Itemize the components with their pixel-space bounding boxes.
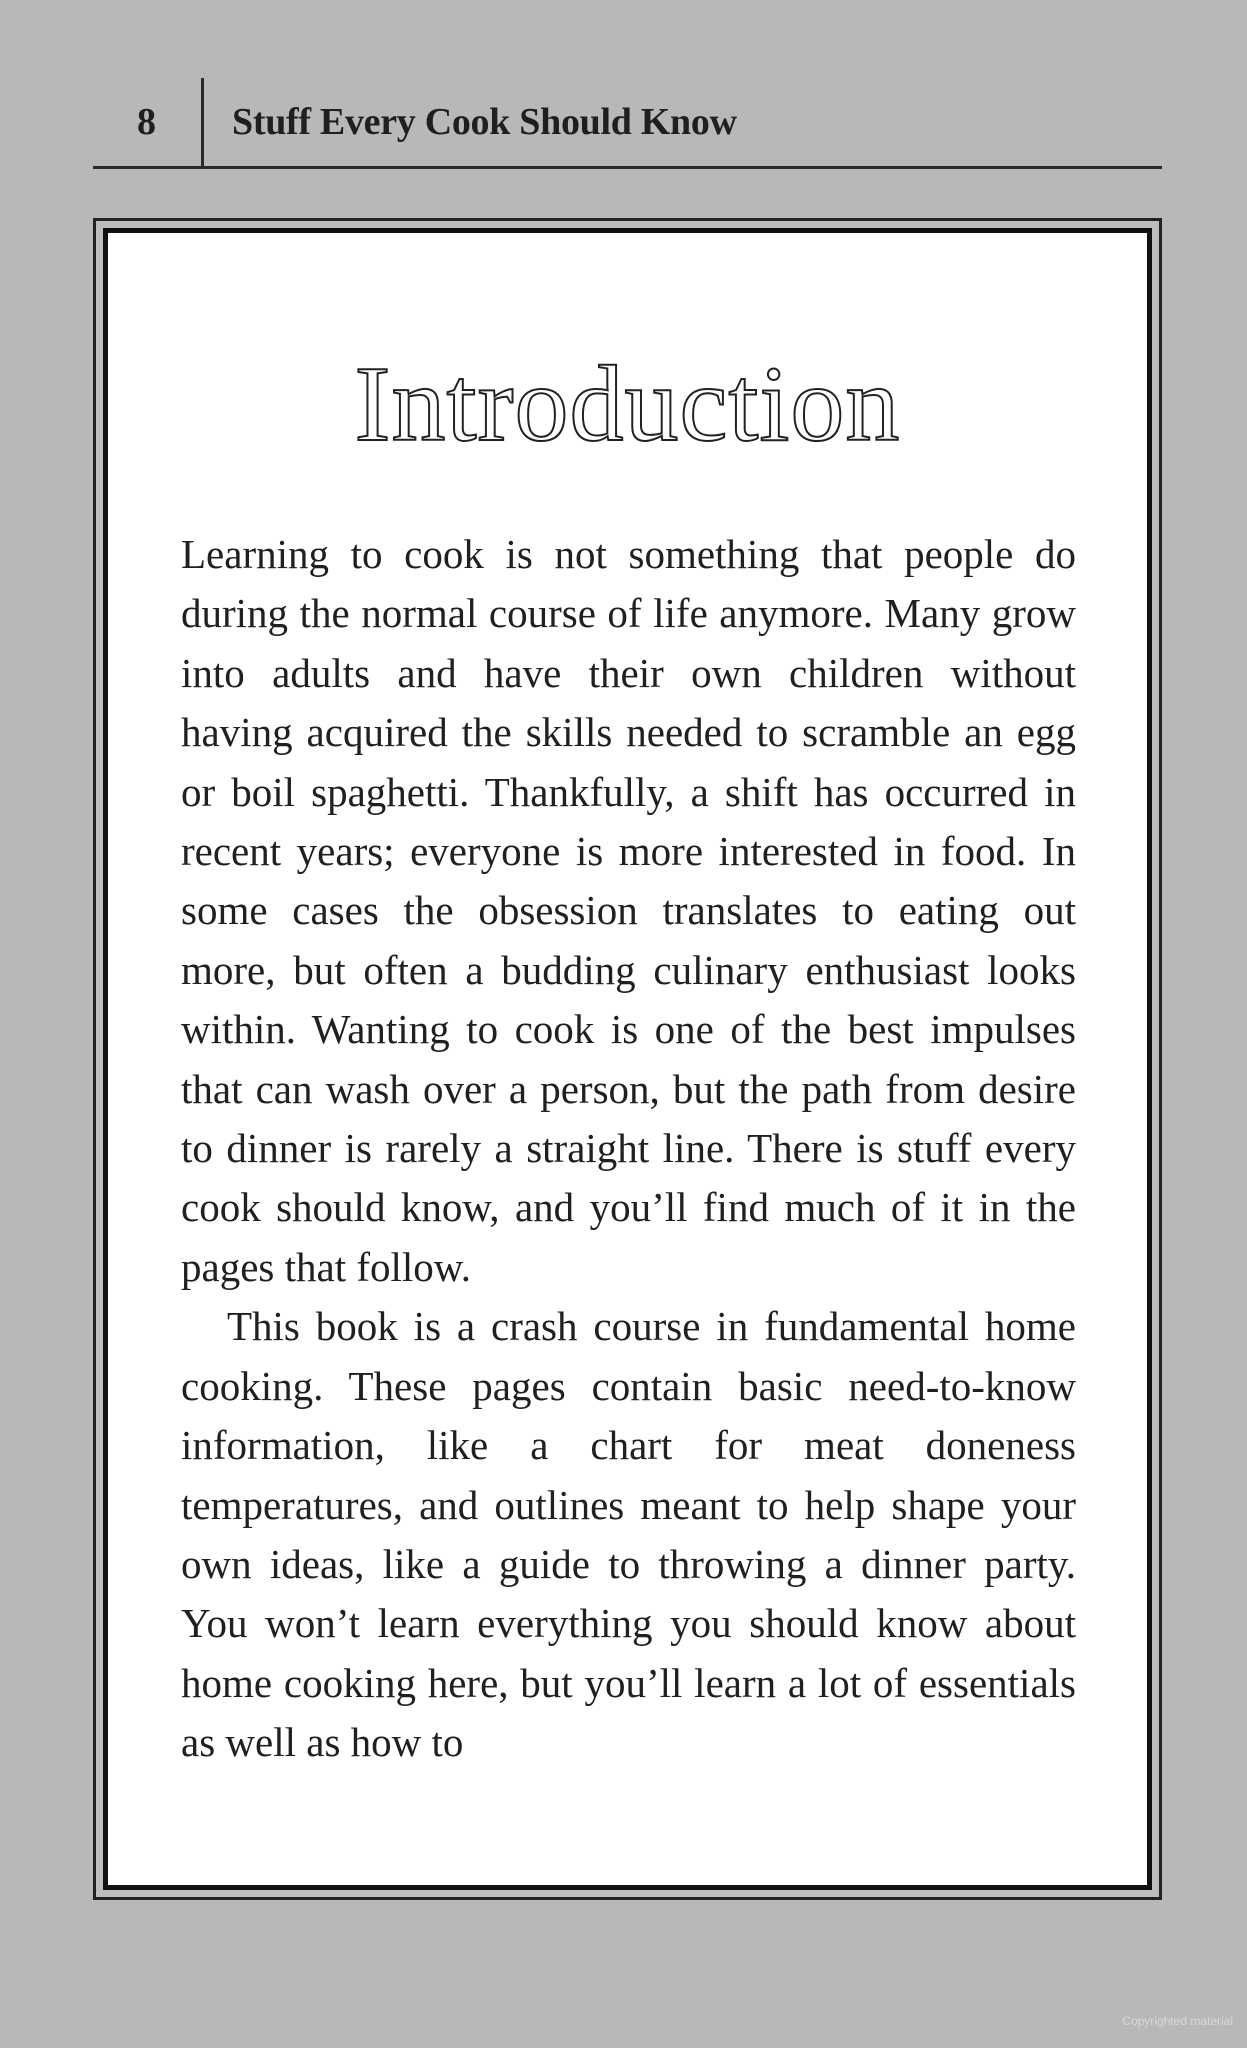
chapter-body — [181, 525, 1076, 1773]
page-frame — [93, 218, 1162, 1900]
page-number: 8 — [137, 101, 156, 143]
running-head-divider — [201, 78, 204, 166]
book-title: Stuff Every Cook Should Know — [232, 101, 737, 143]
copyright-watermark: Copyrighted material — [1122, 2014, 1233, 2028]
page-frame-inner — [103, 228, 1152, 1890]
running-head — [93, 78, 1162, 169]
paragraph-2: This book is a crash course in fundamental home cooking. These pages contain basic need-to-know information, like a chart for meat doneness temperatures, and outlines meant to help shape your own ideas, like a guide to throwing a dinner party. You won’t learn everything you should know about home cooking here, but you’ll learn a lot of essentials as well as how to — [181, 1303, 1076, 1766]
chapter-title: Introduction — [354, 345, 901, 464]
paragraph-1: Learning to cook is not something that people do during the normal course of life anymore. Many grow into adults and have their own children without having acquired the skills needed to scramble an egg or boil spaghetti. Thankfully, a shift has occurred in recent years; everyone is more interested in food. In some cases the obsession translates to eating out more, but often a budding culinary enthusiast looks within. Wanting to cook is one of the best impulses that can wash over a person, but the path from desire to dinner is rarely a straight line. There is stuff every cook should know, and you’ll find much of it in the pages that follow. — [181, 531, 1076, 1290]
